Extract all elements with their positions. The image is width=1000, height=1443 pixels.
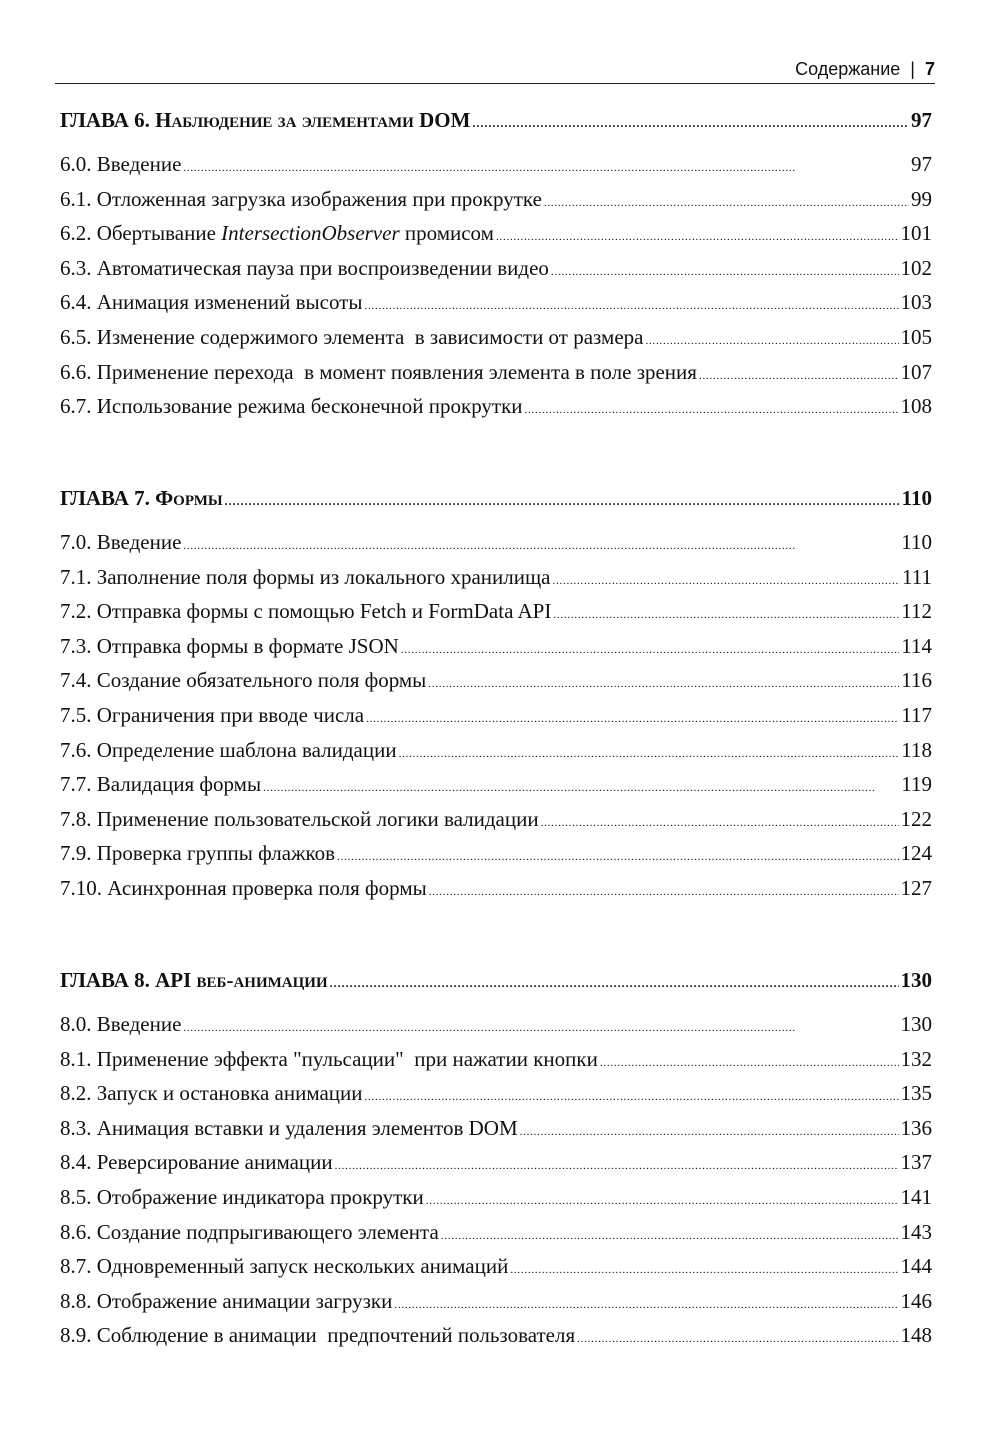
entry-page: 110 — [901, 530, 932, 554]
toc-entry[interactable] — [60, 1220, 932, 1255]
entry-title: 8.9. Соблюдение в анимации предпочтений пользователя — [60, 1323, 576, 1348]
entry-page: 105 — [900, 324, 932, 349]
entry-title: 8.8. Отображение анимации загрузки — [60, 1288, 393, 1313]
toc-entry[interactable] — [60, 152, 932, 187]
dot-leader — [496, 221, 899, 246]
dot-leader — [429, 876, 899, 901]
toc-entry[interactable] — [60, 325, 932, 360]
chapter-page: 130 — [900, 968, 932, 992]
entry-page: 117 — [901, 702, 932, 727]
chapter-page: 97 — [911, 108, 932, 132]
toc-entry[interactable] — [60, 394, 932, 429]
dot-leader — [263, 772, 899, 797]
dot-leader — [183, 1012, 898, 1037]
entry-page: 135 — [900, 1081, 932, 1106]
dot-leader — [645, 325, 898, 350]
entry-page: 114 — [901, 633, 932, 658]
dot-leader — [426, 1185, 899, 1210]
entry-page: 146 — [900, 1288, 932, 1313]
entry-title: 8.2. Запуск и остановка анимации — [60, 1081, 363, 1106]
dot-leader — [553, 599, 899, 624]
chapter-title[interactable] — [60, 108, 932, 140]
chapter-label: ГЛАВА 8. API — [60, 968, 192, 992]
entry-title: 6.7. Использование режима бесконечной прокрутки — [60, 394, 523, 419]
entry-title: 7.8. Применение пользовательской логики валидации — [60, 806, 539, 831]
toc-entry[interactable] — [60, 1150, 932, 1185]
dot-leader — [225, 486, 900, 511]
entry-page: 143 — [900, 1219, 932, 1244]
dot-leader — [472, 108, 909, 133]
dot-leader — [337, 841, 898, 866]
dot-leader — [600, 1047, 899, 1072]
entry-page: 136 — [900, 1115, 932, 1140]
dot-leader — [330, 968, 899, 993]
toc-entry[interactable] — [60, 807, 932, 842]
dot-leader — [441, 1220, 899, 1245]
entry-page: 112 — [901, 599, 932, 624]
entry-page: 130 — [900, 1012, 932, 1036]
entry-title: 7.1. Заполнение поля формы из локального хранилища — [60, 564, 551, 589]
entry-page: 103 — [900, 290, 932, 315]
entry-page: 116 — [901, 668, 932, 693]
chapter-title[interactable] — [60, 968, 932, 1000]
entry-title: 6.3. Автоматическая пауза при воспроизведении видео — [60, 255, 549, 280]
toc-entry[interactable] — [60, 1185, 932, 1220]
entry-title: 8.1. Применение эффекта "пульсации" при нажатии кнопки — [60, 1046, 598, 1071]
entry-title: 7.6. Определение шаблона валидации — [60, 737, 397, 762]
chapter-name: Наблюдение за элементами DOM — [155, 108, 471, 132]
dot-leader — [365, 1081, 899, 1106]
entry-page: 111 — [902, 564, 932, 589]
entry-title: 7.3. Отправка формы в формате JSON — [60, 633, 399, 658]
entry-title: 6.5. Изменение содержимого элемента в зависимости от размера — [60, 324, 644, 349]
header-section-title: Содержание — [795, 59, 901, 79]
entry-title-italic: IntersectionObserver — [221, 221, 400, 246]
entry-page: 101 — [900, 221, 932, 246]
entry-title: 6.4. Анимация изменений высоты — [60, 290, 363, 315]
entry-title: 6.0. Введение — [60, 152, 182, 176]
entry-page: 118 — [901, 737, 932, 762]
entry-page: 127 — [900, 875, 932, 900]
entry-title: 8.5. Отображение индикатора прокрутки — [60, 1184, 424, 1209]
toc-entry[interactable] — [60, 1012, 932, 1047]
toc-entry[interactable] — [60, 187, 932, 222]
dot-leader — [699, 360, 899, 385]
toc-entry[interactable] — [60, 1323, 932, 1358]
entry-page: 119 — [901, 772, 932, 797]
entry-title: 7.0. Введение — [60, 530, 182, 554]
entry-title: 7.7. Валидация формы — [60, 772, 262, 797]
entry-page: 141 — [900, 1184, 932, 1209]
entry-title: 6.1. Отложенная загрузка изображения при прокрутке — [60, 186, 542, 211]
chapter-8 — [60, 968, 932, 1358]
chapter-label: ГЛАВА 7. — [60, 486, 150, 510]
entry-page: 132 — [900, 1046, 932, 1071]
entry-list — [60, 1012, 932, 1358]
entry-page: 137 — [900, 1150, 932, 1175]
entry-page: 124 — [900, 841, 932, 866]
chapter-title[interactable] — [60, 486, 932, 518]
entry-title: 8.0. Введение — [60, 1012, 182, 1036]
entry-page: 144 — [900, 1254, 932, 1279]
entry-page: 99 — [911, 186, 932, 211]
toc-entry[interactable] — [60, 876, 932, 911]
entry-title — [60, 221, 494, 246]
chapter-6 — [60, 108, 932, 429]
toc-entry[interactable] — [60, 599, 932, 634]
chapter-7 — [60, 486, 932, 911]
toc-entry[interactable] — [60, 256, 932, 291]
dot-leader — [541, 807, 899, 832]
entry-page: 148 — [900, 1323, 932, 1348]
entry-title: 8.6. Создание подпрыгивающего элемента — [60, 1219, 439, 1244]
dot-leader — [510, 1254, 898, 1279]
toc-entry[interactable] — [60, 360, 932, 395]
dot-leader — [183, 530, 899, 555]
entry-title: 8.3. Анимация вставки и удаления элементов DOM — [60, 1115, 518, 1140]
toc-entry[interactable] — [60, 1289, 932, 1324]
dot-leader — [552, 565, 900, 590]
dot-leader — [335, 1150, 899, 1175]
entry-title: 6.6. Применение перехода в момент появления элемента в поле зрения — [60, 359, 697, 384]
dot-leader — [551, 256, 899, 281]
entry-page: 108 — [900, 394, 932, 419]
dot-leader — [577, 1323, 898, 1348]
header-separator: | — [910, 59, 915, 79]
entry-title: 7.9. Проверка группы флажков — [60, 841, 336, 866]
entry-title: 7.4. Создание обязательного поля формы — [60, 668, 427, 693]
entry-title-part: промисом — [399, 221, 494, 246]
dot-leader — [399, 738, 900, 763]
dot-leader — [544, 187, 909, 212]
toc-entry[interactable] — [60, 1047, 932, 1082]
toc-entry[interactable] — [60, 1116, 932, 1151]
entry-title: 8.4. Реверсирование анимации — [60, 1150, 333, 1175]
dot-leader — [520, 1116, 899, 1141]
running-header — [55, 55, 935, 84]
entry-page: 97 — [911, 152, 932, 176]
toc-entry[interactable] — [60, 634, 932, 669]
toc-entry[interactable] — [60, 841, 932, 876]
header-page-number: 7 — [924, 59, 935, 79]
dot-leader — [401, 634, 899, 659]
toc-entry[interactable] — [60, 668, 932, 703]
toc-entry[interactable] — [60, 530, 932, 565]
dot-leader — [394, 1289, 898, 1314]
chapter-name: веб-анимации — [196, 968, 328, 992]
chapter-page: 110 — [901, 486, 932, 510]
entry-title: 7.10. Асинхронная проверка поля формы — [60, 875, 427, 900]
entry-list — [60, 530, 932, 911]
entry-title: 7.5. Ограничения при вводе числа — [60, 702, 365, 727]
dot-leader — [183, 152, 909, 177]
toc-entry[interactable] — [60, 290, 932, 325]
toc-entry[interactable] — [60, 1254, 932, 1289]
entry-page: 102 — [900, 255, 932, 280]
entry-list — [60, 152, 932, 429]
toc-entry[interactable] — [60, 1081, 932, 1116]
dot-leader — [366, 703, 899, 728]
entry-title: 7.2. Отправка формы с помощью Fetch и FormData API — [60, 599, 552, 624]
entry-page: 107 — [900, 359, 932, 384]
toc-entry[interactable] — [60, 738, 932, 773]
chapter-name: Формы — [155, 486, 223, 510]
dot-leader — [364, 290, 898, 315]
entry-title: 8.7. Одновременный запуск нескольких анимаций — [60, 1254, 509, 1279]
toc-entry[interactable] — [60, 772, 932, 807]
entry-page: 122 — [900, 806, 932, 831]
dot-leader — [428, 668, 899, 693]
toc-entry[interactable] — [60, 703, 932, 738]
dot-leader — [525, 394, 899, 419]
chapter-label: ГЛАВА 6. — [60, 108, 150, 132]
toc-entry[interactable] — [60, 565, 932, 600]
entry-title-part: 6.2. Обертывание — [60, 221, 222, 246]
toc-entry[interactable] — [60, 221, 932, 256]
